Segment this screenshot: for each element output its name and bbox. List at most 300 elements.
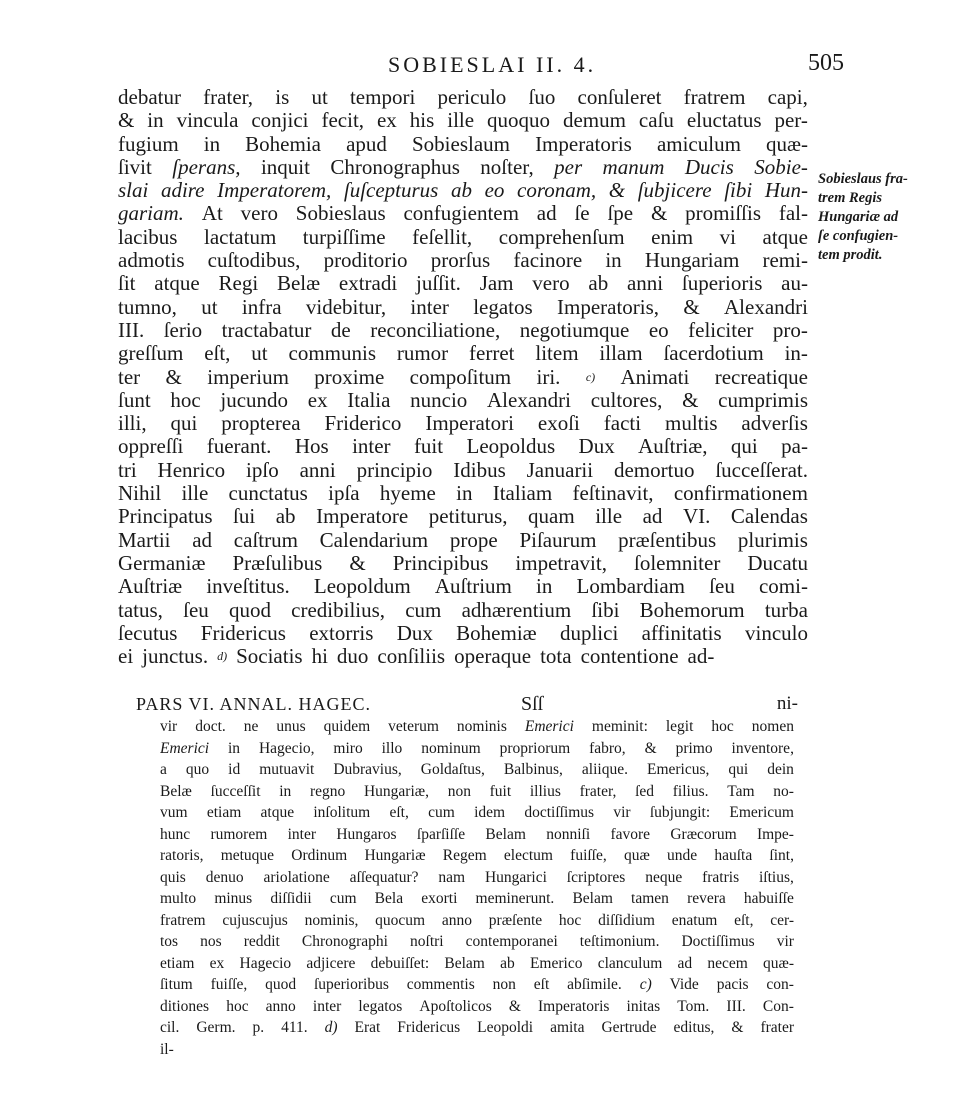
word: demortuo <box>613 458 695 482</box>
word: fuiſſe, <box>210 976 248 993</box>
word: Fridericus <box>397 1019 461 1036</box>
word: nominum <box>421 739 481 757</box>
word: recreatique <box>714 365 808 389</box>
word: ex <box>376 109 397 133</box>
main-text-line <box>118 552 808 575</box>
word: ſibi <box>724 179 753 203</box>
word: ex <box>307 388 328 412</box>
word: enim <box>651 225 694 249</box>
word: ſubjungit: <box>649 804 711 821</box>
footnote-line <box>160 1017 794 1039</box>
word: ad <box>536 202 557 226</box>
word: anni <box>299 458 336 482</box>
word: hyeme <box>379 482 436 506</box>
word: Præſulibus <box>232 551 323 575</box>
word: ſcriptores <box>566 868 626 886</box>
word: comi- <box>758 575 808 599</box>
word: Hungariæ <box>364 847 426 864</box>
word: ille <box>447 109 475 133</box>
word: cumprimis <box>718 388 808 412</box>
word: aliique. <box>581 761 628 778</box>
word: Idibus <box>453 458 506 482</box>
word: Dux <box>396 621 433 645</box>
word: tractabatur <box>221 318 312 342</box>
word: eſt, <box>389 804 409 821</box>
word: ſe <box>574 202 590 226</box>
main-text-line <box>118 482 808 505</box>
word: Ducatu <box>747 551 808 575</box>
word: vinculo <box>744 621 808 645</box>
word: ſerio <box>163 318 203 342</box>
main-text-line <box>118 179 808 202</box>
word: electum <box>503 847 553 864</box>
word: caſtrum <box>233 528 298 552</box>
word: ei <box>118 645 134 669</box>
word: ſpe <box>607 202 634 226</box>
word: Bohemiæ <box>456 621 537 645</box>
word: tempori <box>349 86 416 109</box>
word: diſſidium <box>598 911 655 929</box>
word: Chronographus <box>330 155 460 179</box>
word: legatos <box>473 295 533 319</box>
word: legit <box>665 718 694 735</box>
word: ille <box>181 482 209 506</box>
word: turba <box>764 598 808 622</box>
word: feliciter <box>688 318 754 342</box>
footnote-line <box>160 910 794 932</box>
word: cer- <box>770 911 794 929</box>
word: ad <box>677 954 693 972</box>
word: Ordinum <box>291 847 348 864</box>
word: Italia <box>347 388 391 412</box>
word: metuque <box>220 847 275 864</box>
main-text-line <box>118 366 808 389</box>
word: il- <box>160 1040 174 1058</box>
word: in <box>279 782 292 800</box>
word: ad- <box>687 645 715 669</box>
word: c) <box>639 976 652 993</box>
word: gariam. <box>118 202 184 226</box>
word: ille <box>595 505 623 529</box>
word: hoc <box>226 997 249 1015</box>
word: ſuo <box>528 86 556 109</box>
word: facti <box>603 412 642 436</box>
word: eluctatus <box>686 109 762 133</box>
word: his <box>409 109 435 133</box>
word: vir <box>160 718 178 735</box>
word: illo <box>381 739 403 757</box>
main-text-line <box>118 342 808 365</box>
word: Belam <box>444 954 485 972</box>
word: extradi <box>338 272 398 296</box>
word: Vide <box>669 976 699 993</box>
word: VI. <box>682 505 711 529</box>
word: remi- <box>762 249 808 273</box>
word: quis <box>160 868 186 886</box>
word: adverſis <box>741 412 808 436</box>
word: negotiumque <box>519 318 630 342</box>
word: clanculum <box>597 954 663 972</box>
word: cil. <box>160 1019 180 1036</box>
footnote-line <box>160 759 794 781</box>
word: qui <box>730 435 758 459</box>
word: anni <box>626 272 664 296</box>
word: plurimis <box>737 528 808 552</box>
word: Regi <box>218 272 259 296</box>
footnote-line <box>160 802 794 824</box>
word: Sobieslaus <box>295 202 386 226</box>
word: ſucceſſerat. <box>715 458 808 482</box>
word: infra <box>241 295 282 319</box>
word: mutuavit <box>259 761 315 778</box>
footnote-line <box>160 996 794 1018</box>
word: Piſaurum <box>519 528 597 552</box>
word: prorſus <box>430 249 491 273</box>
word: III. <box>726 997 746 1015</box>
word: in <box>536 575 553 599</box>
word: favore <box>610 825 651 843</box>
main-text-line <box>118 133 808 156</box>
word: contentione <box>580 645 679 669</box>
word: anno <box>441 911 473 929</box>
word: noſtri <box>410 933 444 950</box>
word: fuit <box>489 782 512 800</box>
word: inter <box>410 295 449 319</box>
word: jucundo <box>220 388 289 412</box>
word: pacis <box>716 976 749 993</box>
word: fratris <box>702 868 740 886</box>
word: Græcorum <box>670 825 737 843</box>
word: ſunt <box>118 388 151 412</box>
word: & <box>683 295 700 319</box>
word: principio <box>356 458 433 482</box>
word: ſucceſſit <box>210 782 261 800</box>
word: junctus. <box>142 645 209 669</box>
word: Imperatoris <box>535 132 632 156</box>
word: de <box>330 318 351 342</box>
word: neque <box>645 868 683 886</box>
word: Tom. <box>677 997 710 1015</box>
word: Alexandri <box>487 388 571 412</box>
signature-line <box>136 693 798 715</box>
word: & <box>349 551 366 575</box>
word: p. <box>252 1019 265 1036</box>
word: quod <box>228 598 271 622</box>
word: Sociatis <box>236 645 303 669</box>
word: vi <box>719 225 736 249</box>
word: Bohemorum <box>639 598 745 622</box>
word: cum <box>329 890 357 907</box>
word: ſint, <box>769 847 794 864</box>
word: atque <box>260 804 295 821</box>
marginal-note-line: trem Regis <box>818 190 883 206</box>
word: ab <box>500 954 515 972</box>
word: Friderico <box>324 412 402 436</box>
word: & <box>650 202 668 226</box>
word: Lombardiam <box>576 575 686 599</box>
word: Germaniæ <box>118 551 206 575</box>
main-text-line <box>118 249 808 272</box>
word: manum <box>602 155 665 179</box>
word: & <box>508 997 521 1015</box>
word: Regem <box>442 847 487 864</box>
word: ratoris, <box>160 847 204 864</box>
word: eſt, <box>734 911 754 929</box>
word: cultores, <box>590 388 663 412</box>
word: doctiſſimus <box>524 804 595 821</box>
word: iſtius, <box>759 868 794 886</box>
word: Hungariam <box>644 249 740 273</box>
main-text-line <box>118 389 808 412</box>
word: ſui <box>233 505 256 529</box>
word: frater <box>760 1019 794 1036</box>
word: Hos <box>294 435 329 459</box>
word: prope <box>449 528 498 552</box>
word: admotis <box>118 249 185 273</box>
word: Imperatore <box>316 505 409 529</box>
main-text-line <box>118 505 808 528</box>
word: non <box>447 782 471 800</box>
word: abſimile. <box>567 976 622 993</box>
catchword: ni- <box>776 693 798 714</box>
word: cuſtodibus, <box>207 249 301 273</box>
word: duo <box>336 645 369 669</box>
word: Con- <box>762 997 794 1015</box>
word: Apoſtolicos <box>419 997 492 1015</box>
word: nam <box>438 868 466 886</box>
word: duplici <box>559 621 619 645</box>
word: Principatus <box>118 505 213 529</box>
word: minus <box>214 890 253 907</box>
word: legatos <box>358 997 403 1015</box>
footnote-line <box>160 867 794 889</box>
word: extorris <box>309 621 374 645</box>
word: cunctatus <box>228 482 308 506</box>
word: Auſtriæ, <box>638 435 708 459</box>
word: quæ- <box>763 954 794 972</box>
word: quoquo <box>487 109 551 133</box>
word: ut <box>201 295 218 319</box>
word: idem <box>474 804 506 821</box>
word: quæ- <box>766 132 808 156</box>
word: d) <box>324 1019 338 1036</box>
main-text-line <box>118 435 808 458</box>
word: ſit <box>118 272 136 296</box>
word: confugientem <box>403 202 519 226</box>
word: tota <box>540 645 572 669</box>
word: ſolemniter <box>634 551 721 575</box>
word: doct. <box>195 718 226 735</box>
word: At <box>201 202 223 226</box>
word: multis <box>665 412 718 436</box>
word: inſolitum <box>313 804 371 821</box>
word: Tam <box>727 782 755 800</box>
word: cum <box>428 804 455 821</box>
word: inventore, <box>731 739 794 757</box>
running-head <box>118 46 844 86</box>
word: reddit <box>243 933 280 950</box>
word: in <box>147 109 164 133</box>
word: credibilius, <box>291 598 386 622</box>
main-text-line <box>118 645 808 668</box>
word: compoſitum <box>409 365 512 389</box>
word: Calendas <box>730 505 808 529</box>
word: in <box>456 482 473 506</box>
word: & <box>731 1019 744 1036</box>
word: fuiſſe, <box>570 847 607 864</box>
word: denuo <box>205 868 244 886</box>
word: rumorem <box>210 825 268 843</box>
word: reconciliatione, <box>370 318 501 342</box>
word: fecit, <box>321 109 365 133</box>
word: vir <box>613 804 631 821</box>
word: eſt, <box>204 342 231 366</box>
word: amita <box>550 1019 585 1036</box>
word: Belam <box>485 825 526 843</box>
word: cum <box>405 598 442 622</box>
main-text-line <box>118 319 808 342</box>
word: au- <box>781 272 808 296</box>
word: noſter, <box>480 155 534 179</box>
main-text-line <box>118 86 808 109</box>
word: ferret <box>469 342 515 366</box>
word: Sobie- <box>754 155 808 179</box>
word: Dubravius, <box>333 761 402 778</box>
word: Belæ <box>160 782 192 800</box>
word: quo <box>185 761 210 778</box>
word: caſu <box>638 109 674 133</box>
word: diſſidii <box>270 890 312 907</box>
main-text-line <box>118 202 808 225</box>
signature-mark: Sſſ <box>521 693 544 715</box>
word: fal- <box>778 202 808 226</box>
word: Alexandri <box>724 295 808 319</box>
word: exoſi <box>537 412 580 436</box>
main-text-line <box>118 622 808 645</box>
word: greſſum <box>118 342 184 366</box>
main-text-line <box>118 459 808 482</box>
word: Principibus <box>392 551 489 575</box>
word: ſacerdotium <box>663 342 764 366</box>
marginal-note <box>818 170 948 265</box>
word: cujuscujus <box>222 911 288 929</box>
word: qui <box>170 412 198 436</box>
word: & <box>682 388 699 412</box>
word: tri <box>118 458 137 482</box>
word: Gertrude <box>601 1019 657 1036</box>
word: tamen <box>631 890 669 907</box>
word: ditiones <box>160 997 210 1015</box>
word: nos <box>200 933 222 950</box>
word: Auſtriæ <box>118 575 183 599</box>
word: fugium <box>118 132 179 156</box>
word: Hun- <box>764 179 808 203</box>
word: vincula <box>176 109 239 133</box>
footnote-line <box>160 738 794 760</box>
word: nominis <box>456 718 507 735</box>
word: no- <box>773 782 794 800</box>
marginal-note-line: Sobieslaus fra- <box>818 171 908 187</box>
word: ut <box>251 342 268 366</box>
word: & <box>118 109 135 133</box>
main-text-line <box>118 272 808 295</box>
word: inquit <box>260 155 310 179</box>
footnotes <box>160 716 794 1060</box>
word: veterum <box>388 718 439 735</box>
word: fratrem <box>683 86 746 109</box>
word: primo <box>675 739 713 757</box>
word: ſecutus <box>118 621 178 645</box>
word: etiam <box>160 954 195 972</box>
word: ab <box>450 179 472 203</box>
word: quæ <box>623 847 650 864</box>
word: hoc <box>711 718 734 735</box>
word: fratrem <box>160 911 206 929</box>
word: conſuleret <box>577 86 662 109</box>
word: d) <box>217 649 228 664</box>
word: Auſtrium <box>434 575 512 599</box>
word: nuncio <box>410 388 468 412</box>
word: Emerico <box>529 954 583 972</box>
word: necem <box>707 954 748 972</box>
word: debuiſſet: <box>370 954 430 972</box>
word: editus, <box>673 1019 715 1036</box>
word: enatum <box>671 911 718 929</box>
word: operaque <box>454 645 532 669</box>
marginal-note-line: tem prodit. <box>818 247 883 263</box>
footnote-line <box>160 716 794 738</box>
word: Belæ <box>276 272 321 296</box>
word: Hagecio <box>239 954 292 972</box>
word: illi, <box>118 412 147 436</box>
word: ſparſiſſe <box>416 825 466 843</box>
word: ab <box>588 272 609 296</box>
footnote-line <box>160 1039 794 1061</box>
footnote-line <box>160 931 794 953</box>
word: atque <box>154 272 200 296</box>
word: hoc <box>558 911 582 929</box>
word: impetravit, <box>515 551 607 575</box>
word: Henrico <box>157 458 226 482</box>
word: propterea <box>221 412 301 436</box>
word: eo <box>648 318 669 342</box>
word: ne <box>243 718 259 735</box>
word: exorti <box>421 890 458 907</box>
word: quocum <box>375 911 426 929</box>
word: Emericus, <box>646 761 710 778</box>
word: ſibi <box>591 598 620 622</box>
word: miro <box>333 739 363 757</box>
word: in <box>228 739 241 757</box>
word: oppreſſi <box>118 435 184 459</box>
word: Leopoldus <box>466 435 556 459</box>
footnote-line <box>160 781 794 803</box>
word: filius. <box>672 782 709 800</box>
word: ſed <box>635 782 655 800</box>
word: conjici <box>251 109 309 133</box>
word: ex <box>209 954 225 972</box>
word: non <box>492 976 516 993</box>
word: id <box>228 761 241 778</box>
word: ariolatione <box>263 868 330 886</box>
word: ſperans, <box>172 155 241 179</box>
marginal-note-line: Hungariæ ad <box>818 209 899 225</box>
word: Calendarium <box>319 528 429 552</box>
word: ter <box>118 365 141 389</box>
footnote-line <box>160 888 794 910</box>
word: initas <box>626 997 661 1015</box>
main-text-line <box>118 109 808 132</box>
